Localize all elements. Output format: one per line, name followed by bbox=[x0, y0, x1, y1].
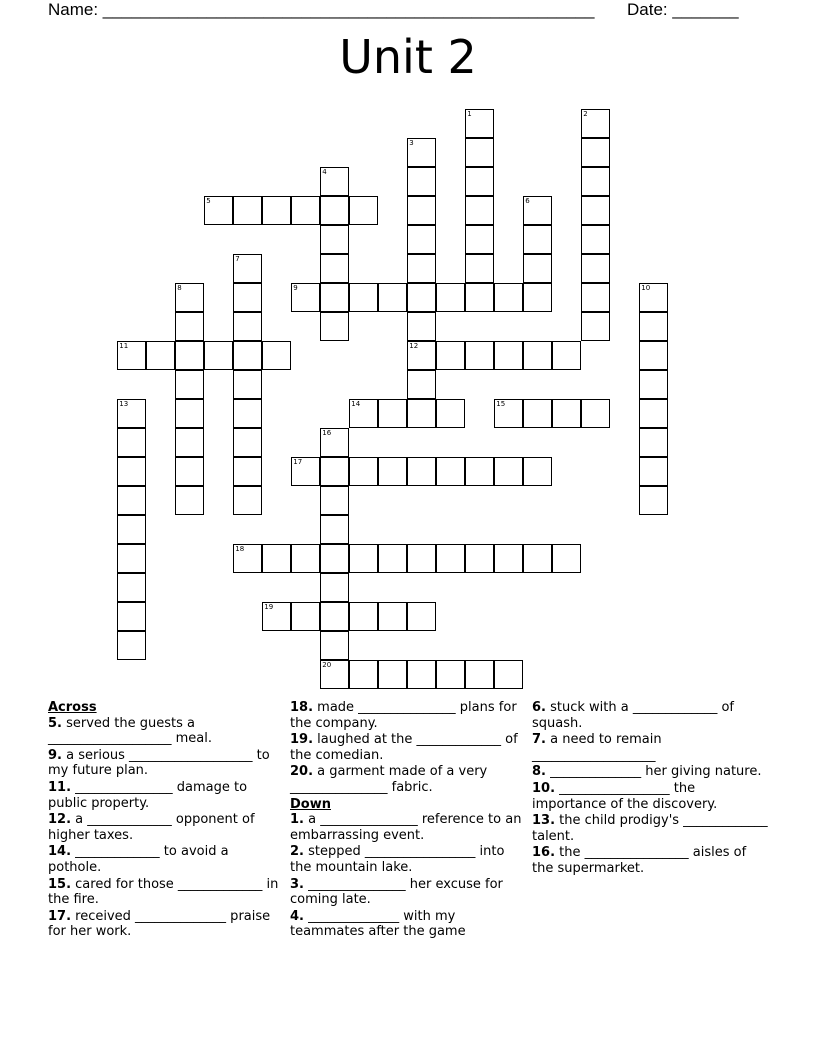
grid-cell[interactable] bbox=[581, 109, 610, 138]
clue-number: 9. bbox=[48, 747, 62, 763]
grid-cell[interactable] bbox=[639, 486, 668, 515]
grid-cell[interactable] bbox=[639, 312, 668, 341]
grid-cell[interactable] bbox=[494, 457, 523, 486]
clue-number: 8 bbox=[177, 284, 182, 293]
grid-cell[interactable] bbox=[436, 457, 465, 486]
page-title: Unit 2 bbox=[339, 30, 477, 84]
grid-cell[interactable] bbox=[494, 399, 523, 428]
grid-cell[interactable] bbox=[639, 341, 668, 370]
clue-item bbox=[48, 748, 284, 779]
clue-number: 6. bbox=[532, 700, 546, 715]
grid-cell[interactable] bbox=[320, 312, 349, 341]
clue-number: 13. bbox=[532, 813, 556, 829]
clue-text: served the guests a ___________________ meal. bbox=[48, 715, 213, 747]
clue-text: a _____________ opponent of higher taxes. bbox=[48, 812, 255, 843]
grid-cell[interactable] bbox=[494, 544, 523, 573]
grid-cell[interactable] bbox=[407, 457, 436, 486]
grid-cell[interactable] bbox=[378, 399, 407, 428]
grid-cell[interactable] bbox=[581, 399, 610, 428]
grid-cell[interactable] bbox=[175, 370, 204, 399]
grid-cell[interactable] bbox=[581, 138, 610, 167]
grid-cell[interactable] bbox=[233, 283, 262, 312]
clue-number: 18 bbox=[235, 545, 245, 554]
grid-cell[interactable] bbox=[407, 254, 436, 283]
grid-cell[interactable] bbox=[117, 457, 146, 486]
clue-number: 5 bbox=[206, 197, 211, 206]
clue-number: 1. bbox=[290, 812, 304, 828]
clue-number: 6 bbox=[525, 197, 530, 206]
grid-cell[interactable] bbox=[291, 283, 320, 312]
grid-cell[interactable] bbox=[349, 399, 378, 428]
grid-cell[interactable] bbox=[407, 399, 436, 428]
grid-cell[interactable] bbox=[349, 660, 378, 689]
clue-number: 3. bbox=[290, 876, 304, 892]
clue-item bbox=[290, 764, 526, 795]
clue-item bbox=[532, 732, 768, 763]
grid-cell[interactable] bbox=[117, 399, 146, 428]
grid-cell[interactable] bbox=[581, 283, 610, 312]
clue-number: 19 bbox=[264, 603, 274, 612]
clue-item bbox=[532, 781, 768, 812]
grid-cell[interactable] bbox=[378, 602, 407, 631]
clue-text: stepped _________________ into the mountain lake. bbox=[290, 844, 505, 875]
grid-cell[interactable] bbox=[523, 225, 552, 254]
grid-cell[interactable] bbox=[581, 167, 610, 196]
clue-item bbox=[532, 813, 768, 844]
grid-cell[interactable] bbox=[378, 544, 407, 573]
grid-cell[interactable] bbox=[436, 341, 465, 370]
across-clues-part-1 bbox=[48, 716, 284, 940]
clue-text: a garment made of a very _______________ fabric. bbox=[290, 764, 488, 795]
grid-cell[interactable] bbox=[465, 254, 494, 283]
clue-text: _________________ the importance of the discovery. bbox=[532, 780, 718, 812]
grid-cell[interactable] bbox=[407, 138, 436, 167]
grid-cell[interactable] bbox=[523, 196, 552, 225]
clue-number: 16. bbox=[532, 845, 556, 861]
grid-cell[interactable] bbox=[639, 428, 668, 457]
grid-cell[interactable] bbox=[175, 283, 204, 312]
grid-cell[interactable] bbox=[233, 341, 262, 370]
grid-cell[interactable] bbox=[552, 341, 581, 370]
clue-number: 20 bbox=[322, 661, 332, 670]
name-field: Name: ____________________________________________________ bbox=[48, 0, 595, 19]
clue-number: 10 bbox=[641, 284, 651, 293]
grid-cell[interactable] bbox=[349, 196, 378, 225]
grid-cell[interactable] bbox=[320, 573, 349, 602]
clues-column-1 bbox=[48, 700, 284, 941]
clue-item bbox=[290, 877, 526, 908]
grid-cell[interactable] bbox=[204, 196, 233, 225]
clue-number: 11 bbox=[119, 342, 129, 351]
grid-cell[interactable] bbox=[639, 399, 668, 428]
clue-number: 17 bbox=[293, 458, 303, 467]
grid-cell[interactable] bbox=[407, 283, 436, 312]
grid-cell[interactable] bbox=[117, 544, 146, 573]
grid-cell[interactable] bbox=[465, 138, 494, 167]
grid-cell[interactable] bbox=[175, 428, 204, 457]
across-clues-part-2 bbox=[290, 700, 526, 796]
grid-cell[interactable] bbox=[523, 399, 552, 428]
grid-cell[interactable] bbox=[320, 515, 349, 544]
grid-cell[interactable] bbox=[378, 457, 407, 486]
clue-number: 5. bbox=[48, 715, 62, 731]
grid-cell[interactable] bbox=[320, 602, 349, 631]
grid-cell[interactable] bbox=[523, 283, 552, 312]
grid-cell[interactable] bbox=[262, 341, 291, 370]
clue-item bbox=[48, 716, 284, 747]
clue-number: 18. bbox=[290, 700, 314, 715]
clues-column-3 bbox=[532, 700, 768, 878]
grid-cell[interactable] bbox=[581, 225, 610, 254]
grid-cell[interactable] bbox=[320, 631, 349, 660]
grid-cell[interactable] bbox=[117, 428, 146, 457]
down-clues-part-2 bbox=[532, 700, 768, 877]
clue-text: the child prodigy's _____________ talent. bbox=[532, 813, 768, 844]
clues-column-2 bbox=[290, 700, 526, 941]
grid-cell[interactable] bbox=[523, 457, 552, 486]
grid-cell[interactable] bbox=[349, 283, 378, 312]
grid-cell[interactable] bbox=[233, 399, 262, 428]
grid-cell[interactable] bbox=[233, 428, 262, 457]
clue-number: 19. bbox=[290, 732, 314, 748]
grid-cell[interactable] bbox=[175, 312, 204, 341]
clue-number: 14 bbox=[351, 400, 361, 409]
clue-number: 2. bbox=[290, 844, 304, 860]
clue-text: _______________ damage to public property. bbox=[48, 779, 248, 811]
clue-number: 8. bbox=[532, 764, 546, 780]
clue-text: laughed at the _____________ of the comedian. bbox=[290, 732, 518, 763]
grid-cell[interactable] bbox=[262, 544, 291, 573]
grid-cell[interactable] bbox=[639, 370, 668, 399]
clue-number: 17. bbox=[48, 908, 72, 924]
clue-item bbox=[290, 732, 526, 763]
grid-cell[interactable] bbox=[407, 196, 436, 225]
date-field: Date: _______ bbox=[627, 0, 739, 19]
grid-cell[interactable] bbox=[407, 602, 436, 631]
grid-cell[interactable] bbox=[320, 428, 349, 457]
grid-cell[interactable] bbox=[175, 399, 204, 428]
grid-cell[interactable] bbox=[523, 544, 552, 573]
grid-cell[interactable] bbox=[523, 254, 552, 283]
clue-number: 4. bbox=[290, 908, 304, 924]
grid-cell[interactable] bbox=[465, 544, 494, 573]
clue-item bbox=[290, 700, 526, 731]
clue-number: 14. bbox=[48, 844, 72, 860]
grid-cell[interactable] bbox=[175, 341, 204, 370]
grid-cell[interactable] bbox=[465, 341, 494, 370]
grid-cell[interactable] bbox=[407, 312, 436, 341]
clue-text: made _______________ plans for the company. bbox=[290, 700, 517, 731]
grid-cell[interactable] bbox=[233, 254, 262, 283]
clue-number: 20. bbox=[290, 764, 314, 780]
grid-cell[interactable] bbox=[465, 109, 494, 138]
clue-number: 15 bbox=[496, 400, 506, 409]
grid-cell[interactable] bbox=[204, 341, 233, 370]
grid-cell[interactable] bbox=[291, 544, 320, 573]
grid-cell[interactable] bbox=[349, 544, 378, 573]
clue-number: 12. bbox=[48, 812, 72, 828]
grid-cell[interactable] bbox=[378, 283, 407, 312]
clue-item bbox=[532, 700, 768, 731]
grid-cell[interactable] bbox=[378, 660, 407, 689]
clue-text: _______________ her excuse for coming late. bbox=[290, 876, 503, 908]
grid-cell[interactable] bbox=[320, 544, 349, 573]
grid-cell[interactable] bbox=[320, 225, 349, 254]
grid-cell[interactable] bbox=[320, 660, 349, 689]
grid-cell[interactable] bbox=[349, 457, 378, 486]
grid-cell[interactable] bbox=[320, 196, 349, 225]
clue-item bbox=[290, 812, 526, 843]
grid-cell[interactable] bbox=[494, 341, 523, 370]
clue-number: 15. bbox=[48, 876, 72, 892]
clue-text: a _______________ reference to an embarrassing event. bbox=[290, 812, 522, 843]
grid-cell[interactable] bbox=[552, 544, 581, 573]
grid-cell[interactable] bbox=[494, 660, 523, 689]
grid-cell[interactable] bbox=[552, 399, 581, 428]
clue-number: 12 bbox=[409, 342, 419, 351]
grid-cell[interactable] bbox=[117, 573, 146, 602]
clue-item bbox=[48, 877, 284, 908]
grid-cell[interactable] bbox=[117, 631, 146, 660]
grid-cell[interactable] bbox=[320, 254, 349, 283]
clue-text: the ________________ aisles of the supermarket. bbox=[532, 845, 747, 876]
grid-cell[interactable] bbox=[262, 196, 291, 225]
clue-number: 13 bbox=[119, 400, 129, 409]
clue-text: a need to remain ___________________ bbox=[532, 732, 662, 763]
grid-cell[interactable] bbox=[233, 196, 262, 225]
clue-text: cared for those _____________ in the fire. bbox=[48, 876, 279, 908]
clue-text: received ______________ praise for her work. bbox=[48, 908, 271, 940]
clue-text: ______________ her giving nature. bbox=[545, 764, 762, 780]
grid-cell[interactable] bbox=[407, 225, 436, 254]
grid-cell[interactable] bbox=[291, 196, 320, 225]
grid-cell[interactable] bbox=[639, 283, 668, 312]
grid-cell[interactable] bbox=[320, 457, 349, 486]
grid-cell[interactable] bbox=[581, 312, 610, 341]
grid-cell[interactable] bbox=[117, 341, 146, 370]
clue-number: 9 bbox=[293, 284, 298, 293]
clue-number: 2 bbox=[583, 110, 588, 119]
clue-text: _____________ to avoid a pothole. bbox=[48, 844, 229, 875]
grid-cell[interactable] bbox=[436, 283, 465, 312]
grid-cell[interactable] bbox=[465, 167, 494, 196]
clue-number: 10. bbox=[532, 780, 556, 796]
grid-cell[interactable] bbox=[465, 225, 494, 254]
grid-cell[interactable] bbox=[291, 457, 320, 486]
grid-cell[interactable] bbox=[233, 312, 262, 341]
grid-cell[interactable] bbox=[494, 283, 523, 312]
grid-cell[interactable] bbox=[320, 283, 349, 312]
clue-number: 3 bbox=[409, 139, 414, 148]
grid-cell[interactable] bbox=[146, 341, 175, 370]
grid-cell[interactable] bbox=[233, 370, 262, 399]
grid-cell[interactable] bbox=[407, 167, 436, 196]
grid-cell[interactable] bbox=[465, 283, 494, 312]
clue-text: a serious ___________________ to my future plan. bbox=[48, 747, 270, 779]
down-clues-part-1 bbox=[290, 812, 526, 940]
clue-number: 7 bbox=[235, 255, 240, 264]
down-heading: Down bbox=[290, 796, 331, 812]
grid-cell[interactable] bbox=[465, 196, 494, 225]
clue-item bbox=[290, 844, 526, 875]
grid-cell[interactable] bbox=[349, 602, 378, 631]
clue-number: 1 bbox=[467, 110, 472, 119]
grid-cell[interactable] bbox=[233, 544, 262, 573]
grid-cell[interactable] bbox=[320, 167, 349, 196]
clue-item bbox=[290, 909, 526, 940]
clue-item bbox=[48, 780, 284, 811]
grid-cell[interactable] bbox=[233, 486, 262, 515]
grid-cell[interactable] bbox=[581, 254, 610, 283]
clue-text: ______________ with my teammates after the game bbox=[290, 908, 466, 940]
clue-item bbox=[48, 844, 284, 875]
grid-cell[interactable] bbox=[407, 370, 436, 399]
clue-number: 11. bbox=[48, 779, 72, 795]
grid-cell[interactable] bbox=[436, 399, 465, 428]
grid-cell[interactable] bbox=[175, 486, 204, 515]
grid-cell[interactable] bbox=[581, 196, 610, 225]
grid-cell[interactable] bbox=[175, 457, 204, 486]
clue-item bbox=[48, 909, 284, 940]
grid-cell[interactable] bbox=[233, 457, 262, 486]
grid-cell[interactable] bbox=[407, 544, 436, 573]
across-heading: Across bbox=[48, 700, 97, 715]
grid-cell[interactable] bbox=[465, 457, 494, 486]
grid-cell[interactable] bbox=[262, 602, 291, 631]
clue-number: 16 bbox=[322, 429, 332, 438]
grid-cell[interactable] bbox=[436, 544, 465, 573]
clue-number: 4 bbox=[322, 168, 327, 177]
grid-cell[interactable] bbox=[523, 341, 552, 370]
grid-cell[interactable] bbox=[436, 660, 465, 689]
grid-cell[interactable] bbox=[407, 341, 436, 370]
grid-cell[interactable] bbox=[117, 515, 146, 544]
grid-cell[interactable] bbox=[117, 486, 146, 515]
grid-cell[interactable] bbox=[291, 602, 320, 631]
clue-item bbox=[532, 845, 768, 876]
grid-cell[interactable] bbox=[320, 486, 349, 515]
grid-cell[interactable] bbox=[117, 602, 146, 631]
grid-cell[interactable] bbox=[639, 457, 668, 486]
clue-number: 7. bbox=[532, 732, 546, 748]
clue-text: stuck with a _____________ of squash. bbox=[532, 700, 735, 731]
grid-cell[interactable] bbox=[465, 660, 494, 689]
clue-item bbox=[532, 764, 768, 780]
clue-item bbox=[48, 812, 284, 843]
grid-cell[interactable] bbox=[407, 660, 436, 689]
